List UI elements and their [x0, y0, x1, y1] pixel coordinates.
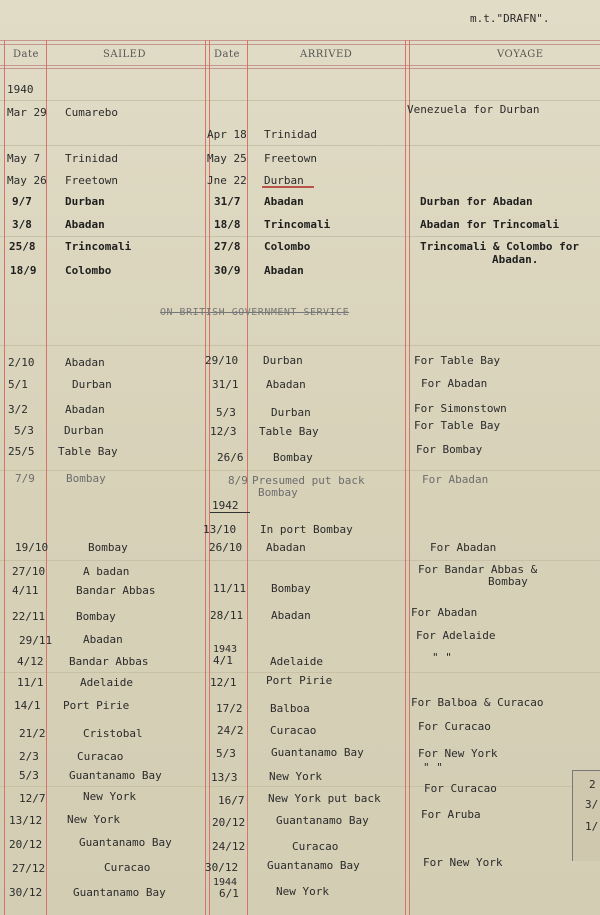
body-rule	[0, 560, 600, 561]
row-date-arrived: 18/8	[214, 218, 241, 231]
row-date-sailed: 27/12	[12, 862, 46, 875]
row-date-arrived: 20/12	[212, 816, 246, 829]
row-date-sailed: Mar 29	[7, 106, 47, 119]
row-date-arrived: May 25	[207, 152, 247, 165]
row-voyage: Trincomali & Colombo for	[420, 240, 579, 253]
row-arrived-cont: Bombay	[258, 486, 298, 499]
year-1942: 1942	[212, 499, 239, 512]
row-voyage: " "	[423, 761, 443, 774]
row-voyage-cont: Abadan.	[492, 253, 539, 266]
row-voyage-cont: Bombay	[488, 575, 528, 588]
row-date-arrived: 11/11	[213, 582, 247, 595]
row-date-sailed: 29/11	[19, 634, 53, 647]
row-date-sailed: May 7	[7, 152, 41, 165]
row-sailed-port: Cristobal	[83, 727, 143, 740]
year-1942-underline	[210, 512, 250, 513]
row-voyage: For Table Bay	[414, 354, 501, 367]
body-rule	[0, 145, 600, 146]
row-arrived-port: Abadan	[266, 378, 306, 391]
row-sailed-port: New York	[83, 790, 136, 803]
row-arrived-port: Trinidad	[264, 128, 317, 141]
row-arrived-port: Bombay	[271, 582, 311, 595]
row-voyage: Abadan for Trincomali	[420, 218, 560, 231]
row-voyage: For Bombay	[416, 443, 483, 456]
row-sailed-port: Durban	[64, 424, 104, 437]
row-date-sailed: 5/3	[19, 769, 39, 782]
row-date-sailed: 20/12	[9, 838, 43, 851]
row-voyage: For Abadan	[430, 541, 497, 554]
row-voyage: For Aruba	[421, 808, 481, 821]
row-voyage: " "	[432, 651, 452, 664]
row-date-arrived: 16/7	[218, 794, 245, 807]
row-voyage: For Abadan	[422, 473, 489, 486]
row-date-arrived: 31/1	[212, 378, 239, 391]
row-date-sailed: 7/9	[15, 472, 35, 485]
row-arrived-port: New York	[269, 770, 322, 783]
row-arrived-port: Colombo	[264, 240, 311, 253]
row-date-arrived: 27/8	[214, 240, 241, 253]
row-date-sailed: 22/11	[12, 610, 46, 623]
row-sailed-port: Curacao	[104, 861, 151, 874]
row-sailed-port: Guantanamo Bay	[73, 886, 166, 899]
row-date-sailed: 25/8	[9, 240, 36, 253]
row-sailed-port: Bombay	[66, 472, 106, 485]
col-rule	[46, 40, 47, 915]
margin-tab-text: 3/	[585, 798, 599, 811]
row-date-sailed: 19/10	[15, 541, 49, 554]
row-voyage: For Simonstown	[414, 402, 507, 415]
row-date-sailed: 13/12	[9, 814, 43, 827]
row-date-arrived: Jne 22	[207, 174, 247, 187]
col-rule	[405, 40, 406, 915]
row-date-arrived: 5/3	[216, 406, 236, 419]
row-date-arrived: Apr 18	[207, 128, 247, 141]
row-voyage: For Abadan	[411, 606, 478, 619]
row-arrived-port: Freetown	[264, 152, 317, 165]
margin-tab	[572, 770, 600, 861]
row-sailed-port: Bandar Abbas	[69, 655, 149, 668]
row-date-arrived: 5/3	[216, 747, 236, 760]
row-voyage: Durban for Abadan	[420, 195, 533, 208]
header-bottom-rule-2	[0, 68, 600, 69]
row-sailed-port: Port Pirie	[63, 699, 130, 712]
row-date-arrived: 6/1	[219, 887, 239, 900]
row-arrived-port: In port Bombay	[260, 523, 353, 536]
row-date-arrived: 12/3	[210, 425, 237, 438]
row-sailed-port: New York	[67, 813, 120, 826]
row-date-sailed: 18/9	[10, 264, 37, 277]
row-date-sailed: 4/12	[17, 655, 44, 668]
row-voyage: For Curacao	[418, 720, 491, 733]
body-rule	[0, 470, 600, 471]
body-rule	[0, 236, 600, 237]
row-sailed-port: Freetown	[65, 174, 118, 187]
row-arrived-port: Table Bay	[259, 425, 319, 438]
row-sailed-port: Curacao	[77, 750, 124, 763]
row-arrived-port: Presumed put back	[252, 474, 365, 487]
row-sailed-port: Table Bay	[58, 445, 118, 458]
row-date-sailed: 21/2	[19, 727, 46, 740]
row-sailed-port: Guantanamo Bay	[79, 836, 172, 849]
header-date-sailed: Date	[13, 49, 39, 60]
row-arrived-port: Abadan	[266, 541, 306, 554]
row-date-sailed: 12/7	[19, 792, 46, 805]
body-rule	[0, 100, 600, 101]
row-date-arrived: 4/1	[213, 654, 233, 667]
vessel-title: m.t."DRAFN".	[470, 12, 550, 25]
row-arrived-port: Guantanamo Bay	[267, 859, 360, 872]
row-date-sailed: 3/2	[8, 403, 28, 416]
row-date-sailed: 5/1	[8, 378, 28, 391]
row-arrived-port: Port Pirie	[266, 674, 333, 687]
header-top-rule-2	[0, 44, 600, 45]
row-arrived-port: Trincomali	[264, 218, 331, 231]
row-date-arrived: 8/9	[228, 474, 248, 487]
row-date-sailed: 5/3	[14, 424, 34, 437]
row-date-sailed: 25/5	[8, 445, 35, 458]
row-date-arrived: 26/10	[209, 541, 243, 554]
row-sailed-port: Abadan	[65, 218, 105, 231]
row-arrived-port: New York put back	[268, 792, 381, 805]
year-1940: 1940	[7, 83, 34, 96]
row-voyage: For New York	[423, 856, 503, 869]
row-date-arrived: 13/3	[211, 771, 238, 784]
year-1943: 1943	[213, 644, 238, 655]
col-rule	[205, 40, 206, 915]
row-voyage: For Table Bay	[414, 419, 501, 432]
body-rule	[0, 786, 600, 787]
row-voyage: For Curacao	[424, 782, 497, 795]
row-arrived-port: Durban	[263, 354, 303, 367]
row-sailed-port: Durban	[72, 378, 112, 391]
row-date-arrived: 17/2	[216, 702, 243, 715]
row-sailed-port: Guantanamo Bay	[69, 769, 162, 782]
row-arrived-port: Bombay	[273, 451, 313, 464]
row-arrived-port: Durban	[264, 174, 304, 187]
row-date-arrived: 31/7	[214, 195, 241, 208]
row-sailed-port: Trincomali	[65, 240, 132, 253]
row-sailed-port: Bandar Abbas	[76, 584, 156, 597]
row-arrived-port: New York	[276, 885, 329, 898]
row-date-arrived: 28/11	[210, 609, 244, 622]
row-date-arrived: 24/2	[217, 724, 244, 737]
government-service-note: ON BRITISH GOVERNMENT SERVICE	[160, 307, 350, 318]
row-arrived-port: Abadan	[264, 264, 304, 277]
row-sailed-port: Bombay	[76, 610, 116, 623]
body-rule	[0, 345, 600, 346]
row-voyage: For Bandar Abbas &	[418, 563, 538, 576]
row-sailed-port: Abadan	[83, 633, 123, 646]
row-sailed-port: Bombay	[88, 541, 128, 554]
body-rule	[0, 672, 600, 673]
row-date-sailed: 2/3	[19, 750, 39, 763]
row-date-arrived: 30/12	[205, 861, 239, 874]
row-arrived-port: Balboa	[270, 702, 310, 715]
row-voyage: For Abadan	[421, 377, 488, 390]
col-rule	[209, 40, 210, 915]
row-arrived-port: Abadan	[271, 609, 311, 622]
col-rule	[409, 40, 410, 915]
row-sailed-port: Abadan	[65, 356, 105, 369]
col-rule	[4, 40, 5, 915]
header-top-rule	[0, 40, 600, 41]
row-date-sailed: 11/1	[17, 676, 44, 689]
row-date-arrived: 29/10	[205, 354, 239, 367]
row-voyage: For Adelaide	[416, 629, 496, 642]
row-sailed-port: Abadan	[65, 403, 105, 416]
row-arrived-port: Guantanamo Bay	[276, 814, 369, 827]
row-arrived-port: Guantanamo Bay	[271, 746, 364, 759]
header-voyage: VOYAGE	[497, 49, 544, 60]
row-arrived-port: Abadan	[264, 195, 304, 208]
row-date-arrived: 26/6	[217, 451, 244, 464]
row-sailed-port: Trinidad	[65, 152, 118, 165]
row-date-sailed: 2/10	[8, 356, 35, 369]
row-date-sailed: 9/7	[12, 195, 32, 208]
row-sailed-port: Colombo	[65, 264, 112, 277]
header-arrived: ARRIVED	[300, 49, 353, 60]
year-1944: 1944	[213, 877, 238, 888]
margin-tab-text: 2	[589, 778, 596, 791]
row-arrived-port: Curacao	[270, 724, 317, 737]
header-sailed: SAILED	[103, 49, 146, 60]
row-date-sailed: May 26	[7, 174, 47, 187]
row-date-sailed: 14/1	[14, 699, 41, 712]
row-voyage: For Balboa & Curacao	[411, 696, 544, 709]
header-bottom-rule	[0, 65, 600, 66]
row-sailed-port: A badan	[83, 565, 130, 578]
row-voyage: Venezuela for Durban	[407, 103, 540, 116]
row-arrived-port: Durban	[271, 406, 311, 419]
row-date-arrived: 24/12	[212, 840, 246, 853]
row-voyage: For New York	[418, 747, 498, 760]
row-date-arrived: 12/1	[210, 676, 237, 689]
row-date-arrived: 13/10	[203, 523, 237, 536]
header-date-arrived: Date	[214, 49, 240, 60]
row-date-sailed: 3/8	[12, 218, 32, 231]
row-sailed-port: Adelaide	[80, 676, 133, 689]
margin-tab-text: 1/	[585, 820, 599, 833]
row-date-sailed: 30/12	[9, 886, 43, 899]
row-arrived-port: Curacao	[292, 840, 339, 853]
row-arrived-port: Adelaide	[270, 655, 323, 668]
row-date-sailed: 27/10	[12, 565, 46, 578]
row-date-arrived: 30/9	[214, 264, 241, 277]
row-sailed-port: Durban	[65, 195, 105, 208]
row-sailed-port: Cumarebo	[65, 106, 118, 119]
row-date-sailed: 4/11	[12, 584, 39, 597]
